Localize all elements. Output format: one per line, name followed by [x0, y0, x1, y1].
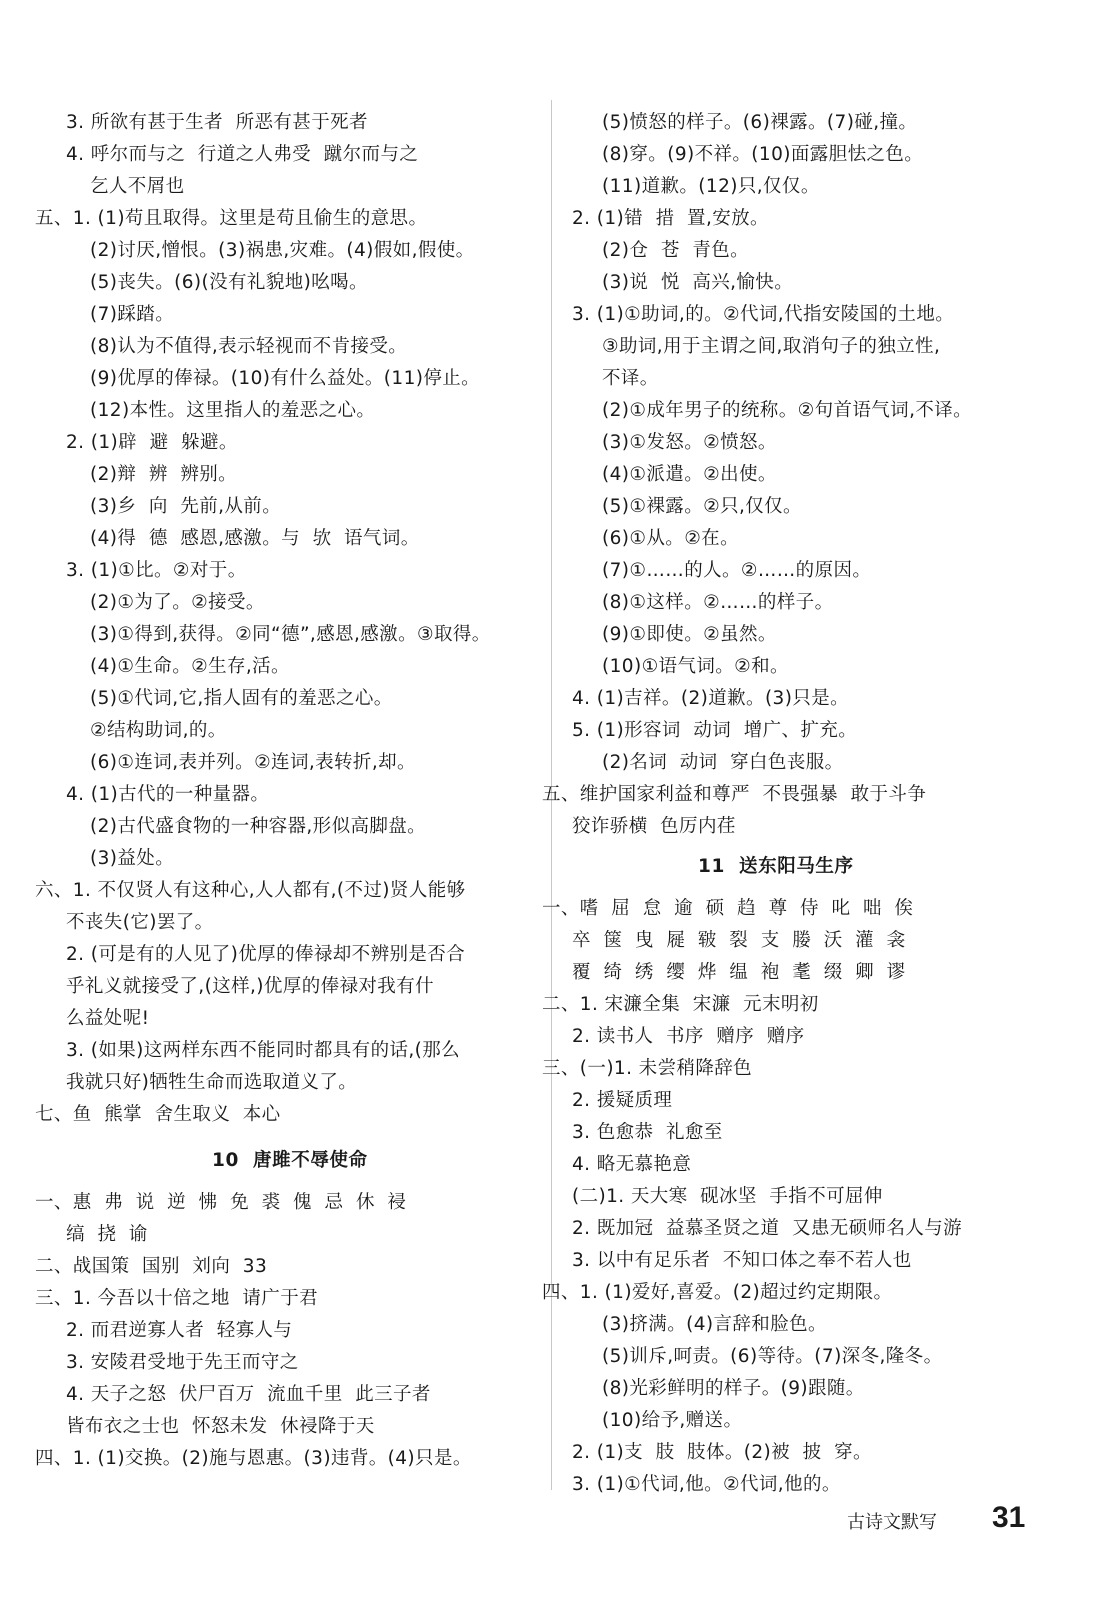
text-line: 4. 天子之怒 伏尸百万 流血千里 此三子者	[66, 1384, 431, 1405]
text-line: (3)①得到,获得。②同“德”,感恩,感激。③取得。	[90, 624, 491, 645]
text-line: (8)穿。(9)不祥。(10)面露胆怯之色。	[602, 144, 924, 165]
footer-label: 古诗文默写	[847, 1512, 937, 1533]
text-line: 二、1. 宋濂全集 宋濂 元末明初	[542, 994, 819, 1015]
text-line: 3. 以中有足乐者 不知口体之奉不若人也	[572, 1250, 912, 1271]
text-line: (二)1. 天大寒 砚冰坚 手指不可屈伸	[572, 1186, 883, 1207]
text-line: (3)益处。	[90, 848, 175, 869]
text-line: (9)①即使。②虽然。	[602, 624, 777, 645]
text-line: 狡诈骄横 色厉内荏	[572, 816, 736, 837]
text-line: (7)踩踏。	[90, 304, 175, 325]
text-line: 我就只好)牺牲生命而选取道义了。	[66, 1072, 358, 1093]
text-line: (10)①语气词。②和。	[602, 656, 789, 677]
text-line: 3. 所欲有甚于生者 所恶有甚于死者	[66, 112, 368, 133]
text-line: (2)①成年男子的统称。②句首语气词,不译。	[602, 400, 973, 421]
text-line: (3)挤满。(4)言辞和脸色。	[602, 1314, 827, 1335]
text-line: (5)丧失。(6)(没有礼貌地)吆喝。	[90, 272, 368, 293]
text-line: ②结构助词,的。	[90, 720, 227, 741]
text-line: 2. 援疑质理	[572, 1090, 673, 1111]
text-line: (5)①裸露。②只,仅仅。	[602, 496, 802, 517]
text-line: (2)古代盛食物的一种容器,形似高脚盘。	[90, 816, 427, 837]
section-title: 11 送东阳马生序	[698, 856, 854, 877]
text-line: 2. (1)支 肢 肢体。(2)被 披 穿。	[572, 1442, 872, 1463]
text-line: 2. (1)辟 避 躲避。	[66, 432, 238, 453]
text-line: 二、战国策 国别 刘向 33	[35, 1256, 268, 1277]
text-line: (9)优厚的俸禄。(10)有什么益处。(11)停止。	[90, 368, 481, 389]
text-line: 么益处呢!	[66, 1008, 150, 1029]
text-line: (5)愤怒的样子。(6)裸露。(7)碰,撞。	[602, 112, 918, 133]
text-line: 4. (1)古代的一种量器。	[66, 784, 270, 805]
text-line: 4. (1)吉祥。(2)道歉。(3)只是。	[572, 688, 850, 709]
text-line: 一、嗜 屈 怠 逾 硕 趋 尊 侍 叱 咄 俟	[542, 898, 914, 919]
text-line: 2. (可是有的人见了)优厚的俸禄却不辨别是否合	[66, 944, 466, 965]
text-line: 一、惠 弗 说 逆 怫 免 裘 傀 忌 休 祲	[35, 1192, 407, 1213]
text-line: 4. 略无慕艳意	[572, 1154, 692, 1175]
text-line: 4. 呼尔而与之 行道之人弗受 蹴尔而与之	[66, 144, 419, 165]
text-line: 3. (1)①助词,的。②代词,代指安陵国的土地。	[572, 304, 955, 325]
text-line: (12)本性。这里指人的羞恶之心。	[90, 400, 376, 421]
section-title: 10 唐雎不辱使命	[212, 1150, 368, 1171]
text-line: ③助词,用于主谓之间,取消句子的独立性,	[602, 336, 941, 357]
text-line: (2)仓 苍 青色。	[602, 240, 750, 261]
text-line: (2)辩 辨 辨别。	[90, 464, 238, 485]
text-line: 缟 挠 谕	[66, 1224, 148, 1245]
text-line: (4)①生命。②生存,活。	[90, 656, 290, 677]
text-line: 3. (如果)这两样东西不能同时都具有的话,(那么	[66, 1040, 461, 1061]
text-line: 三、1. 今吾以十倍之地 请广于君	[35, 1288, 318, 1309]
text-line: (5)①代词,它,指人固有的羞恶之心。	[90, 688, 393, 709]
text-line: 四、1. (1)交换。(2)施与恩惠。(3)违背。(4)只是。	[35, 1448, 472, 1469]
text-line: 3. (1)①比。②对于。	[66, 560, 247, 581]
text-line: 五、维护国家利益和尊严 不畏强暴 敢于斗争	[542, 784, 927, 805]
text-line: (6)①连词,表并列。②连词,表转折,却。	[90, 752, 416, 773]
text-line: 2. (1)错 措 置,安放。	[572, 208, 769, 229]
text-line: (8)①这样。②……的样子。	[602, 592, 834, 613]
text-line: 乞人不屑也	[90, 176, 185, 197]
text-line: 七、鱼 熊掌 舍生取义 本心	[35, 1104, 281, 1125]
text-line: 3. (1)①代词,他。②代词,他的。	[572, 1474, 841, 1495]
text-line: (11)道歉。(12)只,仅仅。	[602, 176, 820, 197]
text-line: (2)①为了。②接受。	[90, 592, 265, 613]
text-line: 三、(一)1. 未尝稍降辞色	[542, 1058, 753, 1079]
text-line: (7)①……的人。②……的原因。	[602, 560, 872, 581]
text-line: (4)得 德 感恩,感激。与 欤 语气词。	[90, 528, 420, 549]
text-line: (4)①派遣。②出使。	[602, 464, 777, 485]
text-line: 2. 读书人 书序 赠序 赠序	[572, 1026, 805, 1047]
text-line: (3)①发怒。②愤怒。	[602, 432, 777, 453]
text-line: 2. 既加冠 益慕圣贤之道 又患无硕师名人与游	[572, 1218, 963, 1239]
text-line: (10)给予,赠送。	[602, 1410, 743, 1431]
text-line: 5. (1)形容词 动词 增广、扩充。	[572, 720, 858, 741]
text-line: 卒 箧 曳 屣 皲 裂 支 媵 沃 灌 衾	[572, 930, 906, 951]
text-line: 四、1. (1)爱好,喜爱。(2)超过约定期限。	[542, 1282, 893, 1303]
text-line: (3)乡 向 先前,从前。	[90, 496, 282, 517]
text-line: 六、1. 不仅贤人有这种心,人人都有,(不过)贤人能够	[35, 880, 466, 901]
text-line: 2. 而君逆寡人者 轻寡人与	[66, 1320, 293, 1341]
page-number: 31	[992, 1501, 1026, 1534]
text-line: (2)名词 动词 穿白色丧服。	[602, 752, 844, 773]
text-line: (8)认为不值得,表示轻视而不肯接受。	[90, 336, 408, 357]
text-line: 3. 安陵君受地于先王而守之	[66, 1352, 299, 1373]
text-line: 不译。	[602, 368, 659, 389]
text-line: 覆 绮 绣 缨 烨 缊 袍 耄 缀 卿 谬	[572, 962, 906, 983]
text-line: (2)讨厌,憎恨。(3)祸患,灾难。(4)假如,假使。	[90, 240, 475, 261]
text-line: 乎礼义就接受了,(这样,)优厚的俸禄对我有什	[66, 976, 434, 997]
text-line: 不丧失(它)罢了。	[66, 912, 214, 933]
text-line: (3)说 悦 高兴,愉快。	[602, 272, 794, 293]
text-line: (5)训斥,呵责。(6)等待。(7)深冬,隆冬。	[602, 1346, 943, 1367]
text-line: 皆布衣之士也 怀怒未发 休祲降于天	[66, 1416, 375, 1437]
text-line: (6)①从。②在。	[602, 528, 739, 549]
text-line: 五、1. (1)苟且取得。这里是苟且偷生的意思。	[35, 208, 428, 229]
text-line: (8)光彩鲜明的样子。(9)跟随。	[602, 1378, 865, 1399]
text-line: 3. 色愈恭 礼愈至	[572, 1122, 723, 1143]
